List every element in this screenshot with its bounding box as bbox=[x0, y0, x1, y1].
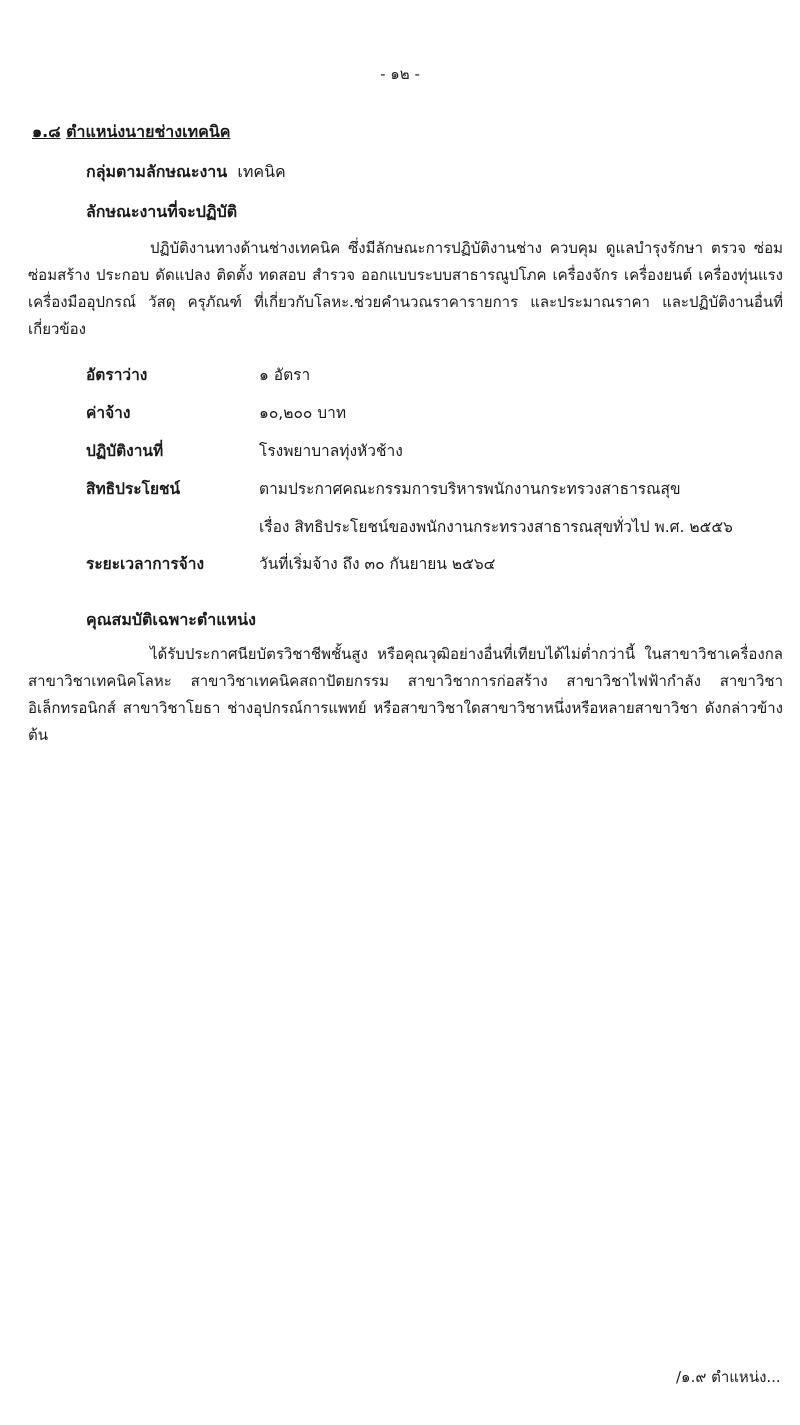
detail-label: ค่าจ้าง bbox=[86, 404, 131, 422]
continuation-note: /๑.๙ ตำแหน่ง... bbox=[676, 1368, 781, 1386]
detail-label: สิทธิประโยชน์ bbox=[86, 480, 181, 498]
section-heading bbox=[32, 120, 230, 145]
section-number: ๑.๘ bbox=[32, 122, 61, 141]
detail-label: อัตราว่าง bbox=[86, 366, 148, 384]
section-title: ตำแหน่งนายช่างเทคนิค bbox=[66, 122, 231, 141]
qualifications-text: ได้รับประกาศนียบัตรวิชาชีพชั้นสูง หรือคุณวุฒิอย่างอื่นที่เทียบได้ไม่ต่ำกว่านี้ ในสาขาวิชาเครื่องกล สาขาวิชาเทคนิคโลหะ สาขาวิชาเทคนิคสถาปัตยกรรม สาขาวิชาการก่อสร้าง สาขาวิชาไฟฟ้ากำลัง สาขาวิชาอิเล็กทรอนิกส์ สาขาวิชาโยธา ช่างอุปกรณ์การแพทย์ หรือสาขาวิชาใดสาขาวิชาหนึ่งหรือหลายสาขาวิชา ดังกล่าวข้างต้น bbox=[28, 645, 783, 744]
detail-value: วันที่เริ่มจ้าง ถึง ๓๐ กันยายน ๒๕๖๔ bbox=[259, 555, 496, 573]
detail-value: ๑๐,๒๐๐ บาท bbox=[259, 404, 347, 422]
duties-heading: ลักษณะงานที่จะปฏิบัติ bbox=[86, 202, 238, 221]
work-group bbox=[86, 160, 286, 185]
work-group-value: เทคนิค bbox=[237, 162, 286, 181]
detail-value: โรงพยาบาลทุ่งหัวช้าง bbox=[259, 442, 403, 460]
detail-value: ตามประกาศคณะกรรมการบริหารพนักงานกระทรวงสาธารณสุข bbox=[259, 480, 681, 498]
work-group-label: กลุ่มตามลักษณะงาน bbox=[86, 162, 228, 181]
duties-text: ปฏิบัติงานทางด้านช่างเทคนิค ซึ่งมีลักษณะการปฏิบัติงานช่าง ควบคุม ดูแลบำรุงรักษา ตรวจ ซ่อม ซ่อมสร้าง ประกอบ ดัดแปลง ติดตั้ง ทดสอบ สำรวจ ออกแบบระบบสาธารณูปโภค เครื่องจักร เครื่องยนต์ เครื่องทุ่นแรง เครื่องมืออุปกรณ์ วัสดุ ครุภัณฑ์ ที่เกี่ยวกับโลหะ.ช่วยคำนวณราคารายการ และประมาณราคา และปฏิบัติงานอื่นที่เกี่ยวข้อง bbox=[28, 239, 783, 338]
page-number: - ๑๒ - bbox=[380, 65, 420, 83]
detail-label: ระยะเวลาการจ้าง bbox=[86, 555, 205, 573]
qualifications-heading: คุณสมบัติเฉพาะตำแหน่ง bbox=[86, 610, 256, 629]
detail-value: ๑ อัตรา bbox=[259, 366, 311, 384]
detail-label: ปฏิบัติงานที่ bbox=[86, 442, 164, 460]
detail-value: เรื่อง สิทธิประโยชน์ของพนักงานกระทรวงสาธารณสุขทั่วไป พ.ศ. ๒๕๕๖ bbox=[259, 518, 733, 536]
